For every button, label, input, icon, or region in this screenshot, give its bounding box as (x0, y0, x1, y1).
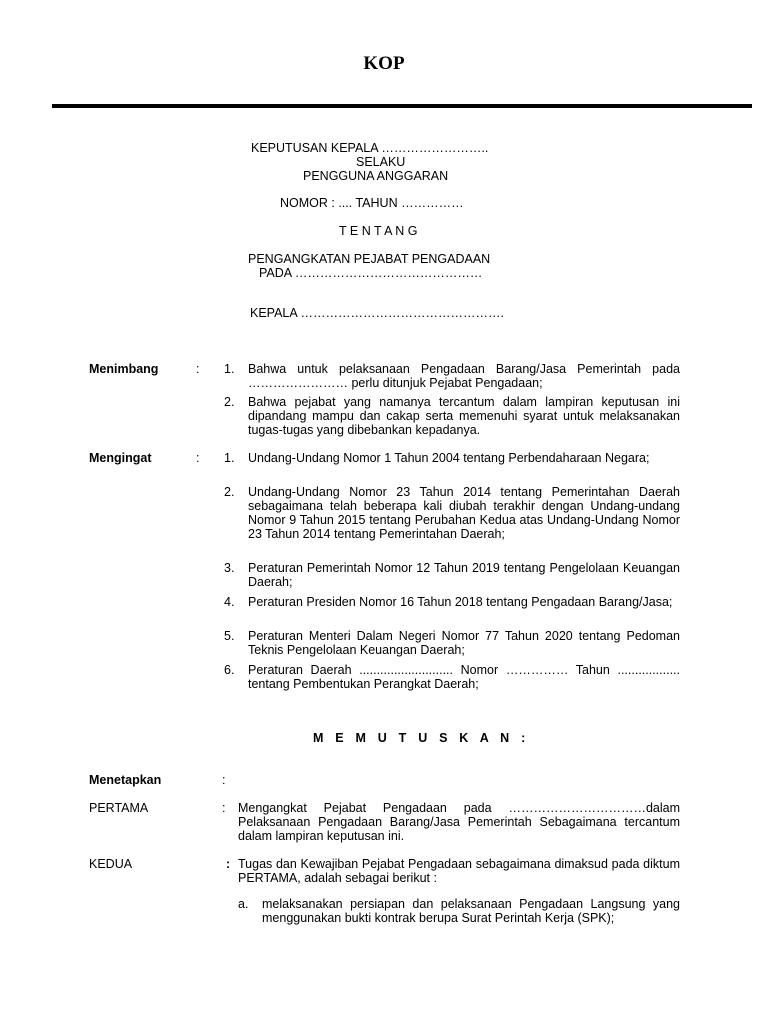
menimbang-item-number: 1. (224, 362, 235, 376)
pertama-label: PERTAMA (89, 801, 149, 815)
decree-selaku: SELAKU (356, 155, 406, 169)
letterhead-title: KOP (363, 53, 405, 74)
mengingat-item-number: 6. (224, 663, 235, 677)
mengingat-item-text: Peraturan Presiden Nomor 16 Tahun 2018 tentang Pengadaan Barang/Jasa; (248, 595, 673, 609)
menimbang-colon: : (196, 362, 200, 376)
decree-pengguna: PENGGUNA ANGGARAN (303, 169, 449, 183)
mengingat-item-number: 3. (224, 561, 235, 575)
kedua-label: KEDUA (89, 857, 133, 871)
mengingat-item-number: 1. (224, 451, 235, 465)
pertama-colon: : (222, 801, 226, 815)
menetapkan-colon: : (222, 773, 226, 787)
mengingat-item-text: Undang-Undang Nomor 23 Tahun 2014 tentang Pemerintahan Daerah sebagaimana telah beberapa kali diubah terakhir dengan Undang-undang Nomor 9 Tahun 2015 tentang Perubahan Kedua atas Undang-Undang Nomor 23 Tahun 2014 tentang Pemerintahan Daerah; (248, 485, 680, 541)
decree-title: KEPUTUSAN KEPALA …………………….. (251, 141, 489, 155)
menimbang-item-text: Bahwa pejabat yang namanya tercantum dalam lampiran keputusan ini dipandang mampu dan cakap serta memenuhi syarat untuk melaksanakan tugas-tugas yang dibebankan kepadanya. (248, 395, 680, 437)
mengingat-item-text: Undang-Undang Nomor 1 Tahun 2004 tentang Perbendaharaan Negara; (248, 451, 650, 465)
letterhead-rule (52, 104, 752, 108)
kedua-text: Tugas dan Kewajiban Pejabat Pengadaan sebagaimana dimaksud pada diktum PERTAMA, adalah sebagai berikut : (238, 857, 680, 885)
decree-kepala: KEPALA …………………………………………. (250, 306, 504, 320)
memutuskan-heading: M E M U T U S K A N : (313, 731, 530, 745)
menetapkan-label: Menetapkan (89, 773, 162, 787)
menimbang-item-number: 2. (224, 395, 235, 409)
decree-number: NOMOR : .... TAHUN …………… (280, 196, 464, 210)
kedua-item-text: melaksanakan persiapan dan pelaksanaan Pengadaan Langsung yang menggunakan bukti kontrak berupa Surat Perintah Kerja (SPK); (262, 897, 680, 925)
decree-tentang: T E N T A N G (339, 224, 418, 238)
mengingat-label: Mengingat (89, 451, 152, 465)
mengingat-item-number: 2. (224, 485, 235, 499)
kedua-colon: : (226, 857, 231, 871)
mengingat-item-number: 5. (224, 629, 235, 643)
mengingat-item-text: Peraturan Menteri Dalam Negeri Nomor 77 Tahun 2020 tentang Pedoman Teknis Pengelolaan Keuangan Daerah; (248, 629, 680, 657)
mengingat-item-text: Peraturan Daerah ........................... Nomor …………… Tahun .................. tentang Pembentukan Perangkat Daerah; (248, 663, 680, 691)
decree-subject-line1: PENGANGKATAN PEJABAT PENGADAAN (248, 252, 491, 266)
mengingat-item-text: Peraturan Pemerintah Nomor 12 Tahun 2019 tentang Pengelolaan Keuangan Daerah; (248, 561, 680, 589)
menimbang-label: Menimbang (89, 362, 159, 376)
kedua-item-letter: a. (238, 897, 249, 911)
pertama-text: Mengangkat Pejabat Pengadaan pada ……………………………dalam Pelaksanaan Pengadaan Barang/Jasa Pemerintah Sebagaimana tercantum dalam lampiran keputusan ini. (238, 801, 680, 843)
mengingat-colon: : (196, 451, 200, 465)
menimbang-item-text: Bahwa untuk pelaksanaan Pengadaan Barang/Jasa Pemerintah pada …………………… perlu ditunjuk Pejabat Pengadaan; (248, 362, 680, 390)
decree-subject-line2: PADA ……………………………………… (259, 266, 483, 280)
mengingat-item-number: 4. (224, 595, 235, 609)
